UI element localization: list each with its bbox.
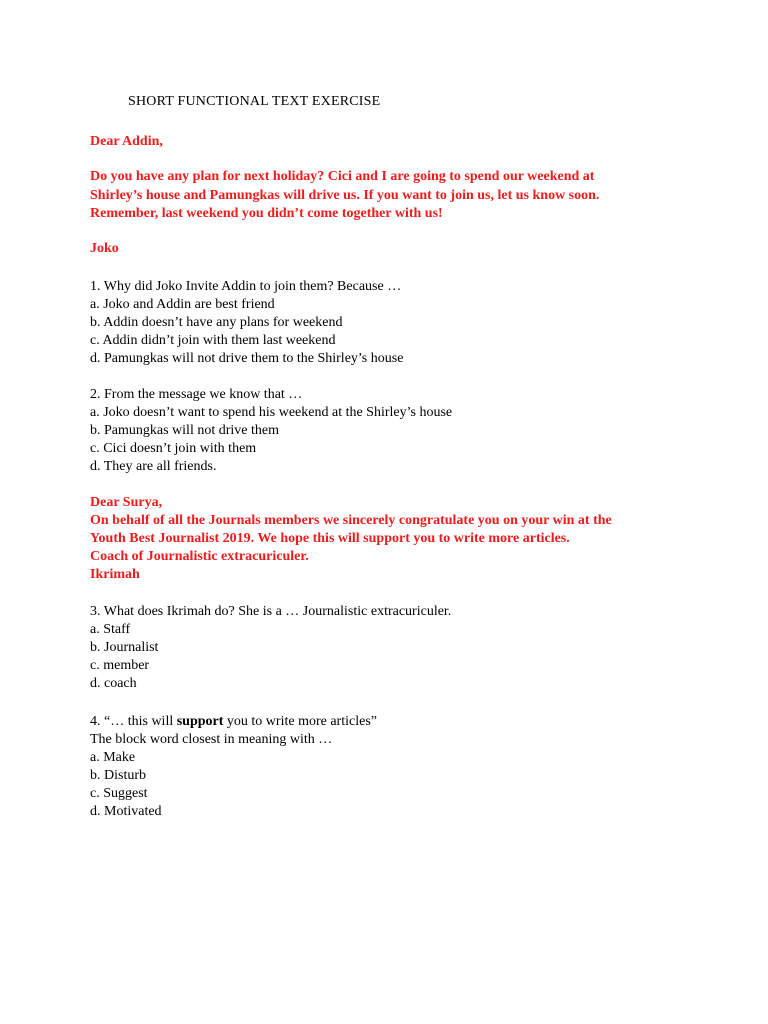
question-stem-post: you to write more articles” <box>223 714 377 729</box>
answer-option: b. Journalist <box>90 640 159 655</box>
answer-option: b. Disturb <box>90 768 146 783</box>
letter-signature: Joko <box>90 241 119 256</box>
letter-signature: Ikrimah <box>90 567 140 582</box>
answer-option: c. Addin didn’t join with them last weekend <box>90 333 336 348</box>
letter-greeting: Dear Addin, <box>90 134 163 149</box>
answer-option: b. Addin doesn’t have any plans for weekend <box>90 315 343 330</box>
answer-option: a. Make <box>90 750 136 765</box>
letter-body-line: On behalf of all the Journals members we sincerely congratulate you on your win at the <box>90 513 612 528</box>
answer-option: d. coach <box>90 676 137 691</box>
letter-body-line: Shirley’s house and Pamungkas will drive us. If you want to join us, let us know soon. <box>90 187 600 203</box>
question-stem: 3. What does Ikrimah do? She is a … Journalistic extracuriculer. <box>90 604 452 619</box>
answer-option: d. Motivated <box>90 804 162 819</box>
letter-1-body <box>90 168 690 224</box>
keyword-support: support <box>176 714 224 729</box>
letter-body-line: Youth Best Journalist 2019. We hope this will support you to write more articles. <box>90 531 570 546</box>
question-stem <box>90 713 690 731</box>
letter-body-line: Do you have any plan for next holiday? Cici and I are going to spend our weekend at <box>90 169 595 184</box>
answer-option: c. Cici doesn’t join with them <box>90 441 257 456</box>
letter-1-greeting <box>90 133 690 152</box>
answer-option: c. Suggest <box>90 786 148 801</box>
answer-option: d. Pamungkas will not drive them to the Shirley’s house <box>90 351 404 366</box>
answer-option: c. member <box>90 658 150 673</box>
letter-2 <box>90 494 690 584</box>
document-title: SHORT FUNCTIONAL TEXT EXERCISE <box>128 94 381 109</box>
question-1 <box>90 278 690 368</box>
letter-body-line: Remember, last weekend you didn’t come together with us! <box>90 206 443 221</box>
letter-body-line: Coach of Journalistic extracuriculer. <box>90 549 309 564</box>
answer-option: b. Pamungkas will not drive them <box>90 423 279 438</box>
question-4 <box>90 713 690 821</box>
answer-option: d. They are all friends. <box>90 459 217 474</box>
answer-option: a. Joko doesn’t want to spend his weekend at the Shirley’s house <box>90 405 453 420</box>
question-stem: 1. Why did Joko Invite Addin to join them? Because … <box>90 279 402 294</box>
letter-1-signature <box>90 240 690 259</box>
answer-option: a. Staff <box>90 622 131 637</box>
question-stem: 2. From the message we know that … <box>90 387 303 402</box>
question-stem-pre: 4. “… this will <box>90 714 177 729</box>
question-2 <box>90 386 690 476</box>
answer-option: a. Joko and Addin are best friend <box>90 297 275 312</box>
question-instruction: The block word closest in meaning with … <box>90 732 333 747</box>
question-3 <box>90 603 690 693</box>
letter-greeting: Dear Surya, <box>90 495 163 510</box>
